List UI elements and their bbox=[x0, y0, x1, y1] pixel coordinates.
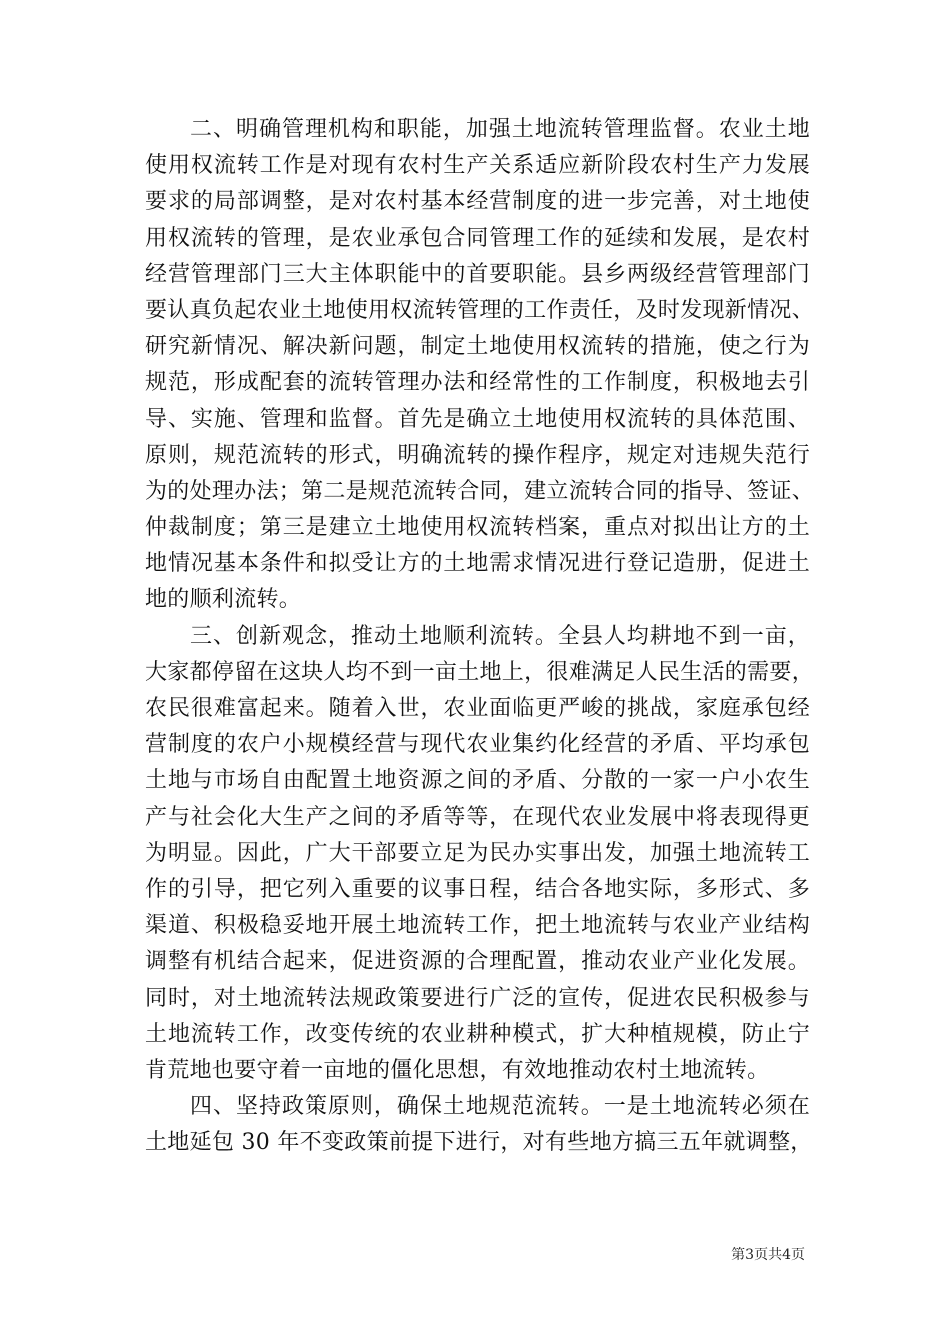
text-line: 肯荒地也要守着一亩地的僵化思想，有效地推动农村土地流转。 bbox=[145, 1057, 770, 1083]
text-line: 要认真负起农业土地使用权流转管理的工作责任，及时发现新情况、 bbox=[145, 297, 815, 323]
paragraph-innovate-concepts bbox=[145, 619, 815, 1089]
text-line: 要求的局部调整，是对农村基本经营制度的进一步完善，对土地使 bbox=[145, 189, 810, 215]
text-line: 仲裁制度；第三是建立土地使用权流转档案，重点对拟出让方的土 bbox=[145, 515, 810, 541]
document-body bbox=[145, 112, 815, 1161]
text-line: 二、明确管理机构和职能，加强土地流转管理监督。农业土地 bbox=[190, 117, 810, 142]
text-line: 三、创新观念，推动土地顺利流转。全县人均耕地不到一亩， bbox=[190, 623, 810, 649]
text-line: 研究新情况、解决新问题，制定土地使用权流转的措施，使之行为 bbox=[145, 334, 810, 360]
text-line: 为明显。因此，广大干部要立足为民办实事出发，加强土地流转工 bbox=[145, 840, 810, 866]
text-line: 调整有机结合起来，促进资源的合理配置，推动农业产业化发展。 bbox=[145, 949, 810, 975]
text-line: 渠道、积极稳妥地开展土地流转工作，把土地流转与农业产业结构 bbox=[145, 913, 810, 939]
text-line: 导、实施、管理和监督。首先是确立土地使用权流转的具体范围、 bbox=[145, 406, 810, 432]
text-line: 产与社会化大生产之间的矛盾等等，在现代农业发展中将表现得更 bbox=[145, 804, 810, 830]
text-line: 为的处理办法；第二是规范流转合同，建立流转合同的指导、签证、 bbox=[145, 478, 815, 504]
text-line: 土地与市场自由配置土地资源之间的矛盾、分散的一家一户小农生 bbox=[145, 768, 810, 794]
text-line: 作的引导，把它列入重要的议事日程，结合各地实际，多形式、多 bbox=[145, 876, 810, 902]
text-line: 地情况基本条件和拟受让方的土地需求情况进行登记造册，促进土 bbox=[145, 551, 810, 577]
text-line: 规范，形成配套的流转管理办法和经常性的工作制度，积极地去引 bbox=[145, 370, 810, 396]
text-line: 土地延包 30 年不变政策前提下进行，对有些地方搞三五年就调整， bbox=[145, 1130, 813, 1156]
text-line: 经营管理部门三大主体职能中的首要职能。县乡两级经营管理部门 bbox=[145, 261, 810, 287]
paragraph-policy-principles bbox=[145, 1089, 813, 1161]
paragraph-management-supervision bbox=[145, 112, 815, 619]
text-line: 同时，对土地流转法规政策要进行广泛的宣传，促进农民积极参与 bbox=[145, 985, 810, 1011]
text-line: 四、坚持政策原则，确保土地规范流转。一是土地流转必须在 bbox=[190, 1094, 810, 1120]
text-line: 农民很难富起来。随着入世，农业面临更严峻的挑战，家庭承包经 bbox=[145, 696, 810, 721]
text-line: 土地流转工作，改变传统的农业耕种模式，扩大种植规模，防止宁 bbox=[145, 1021, 810, 1047]
text-line: 大家都停留在这块人均不到一亩土地上，很难满足人民生活的需要， bbox=[145, 659, 815, 685]
text-line: 原则，规范流转的形式，明确流转的操作程序，规定对违规失范行 bbox=[145, 442, 810, 468]
page-number: 第3页共4页 bbox=[731, 1247, 805, 1263]
text-line: 地的顺利流转。 bbox=[145, 587, 302, 613]
text-line: 用权流转的管理，是农业承包合同管理工作的延续和发展，是农村 bbox=[145, 225, 810, 251]
text-line: 营制度的农户小规模经营与现代农业集约化经营的矛盾、平均承包 bbox=[145, 732, 810, 758]
text-line: 使用权流转工作是对现有农村生产关系适应新阶段农村生产力发展 bbox=[145, 153, 810, 179]
